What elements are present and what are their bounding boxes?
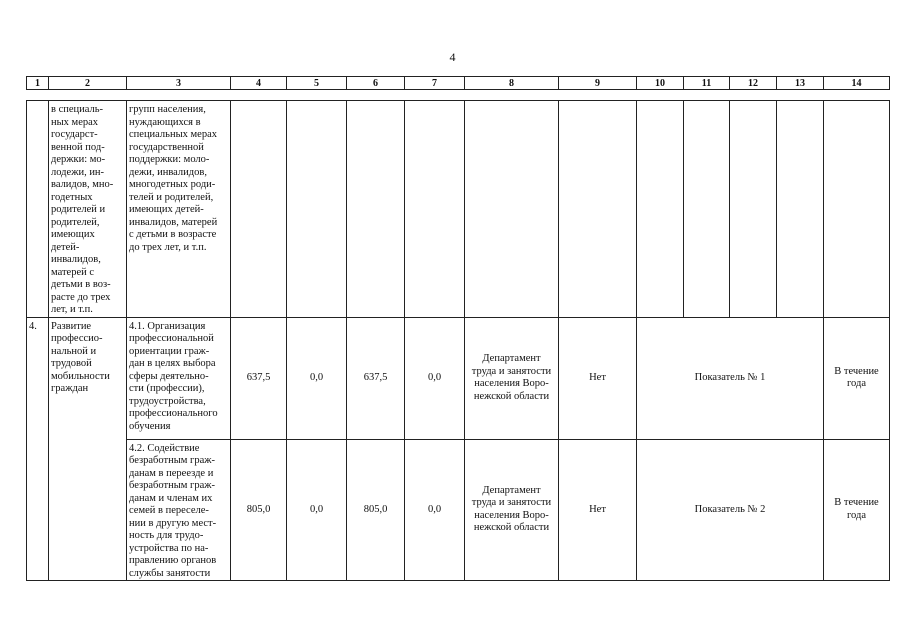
header-cell: 4 [231, 77, 287, 90]
cell-empty [287, 101, 347, 318]
cell-value: 0,0 [405, 317, 465, 439]
header-cell: 1 [27, 77, 49, 90]
cell-item-number: 4. [27, 317, 49, 581]
cell-value: 637,5 [231, 317, 287, 439]
cell-empty [465, 101, 559, 318]
table-row-4-2 [27, 439, 890, 581]
header-cell: 7 [405, 77, 465, 90]
cell-empty [27, 101, 49, 318]
cell-text: В течение года [834, 365, 879, 389]
program-measures-table [26, 100, 890, 581]
cell-empty [824, 101, 890, 318]
table-row-continuation [27, 101, 890, 318]
cell-empty [347, 101, 405, 318]
cell-text: 4.1. Организация профессиональной ориентации граж- дан в целях выбора сферы деятельно- сти (профессии), трудоустройства, профессионального обучения [129, 320, 218, 432]
header-cell: 12 [730, 77, 777, 90]
header-cell: 6 [347, 77, 405, 90]
cell-text: Развитие профессио- нальной и трудовой мобильности граждан [51, 320, 110, 394]
column-number-header [26, 76, 890, 90]
cell-text: в специаль- ных мерах государст- венной под- держки: мо- лодежи, ин- валидов, мно- годетных родителей и родителей, имеющих детей- инвалидов, матерей с детьми в воз- расте до трех лет, и т.п. [51, 104, 114, 315]
cell-executor [465, 317, 559, 439]
header-cell: 5 [287, 77, 347, 90]
header-cell: 11 [684, 77, 730, 90]
cell-target-groups-detail [127, 101, 231, 318]
cell-value: 0,0 [287, 317, 347, 439]
header-cell: 13 [777, 77, 824, 90]
header-cell: 8 [465, 77, 559, 90]
header-cell: 9 [559, 77, 637, 90]
cell-value: 0,0 [287, 439, 347, 581]
cell-text: Департамент труда и занятости населения Воро- нежской области [471, 484, 552, 534]
header-cell: 10 [637, 77, 684, 90]
cell-text: Департамент труда и занятости населения Воро- нежской области [471, 353, 552, 402]
cell-empty [231, 101, 287, 318]
cell-value: Нет [559, 317, 637, 439]
cell-measure-4-1 [127, 317, 231, 439]
cell-empty [777, 101, 824, 318]
header-cell: 3 [127, 77, 231, 90]
cell-indicator: Показатель № 2 [637, 439, 824, 581]
cell-empty [684, 101, 730, 318]
cell-deadline [824, 439, 890, 581]
header-cell: 2 [49, 77, 127, 90]
cell-text: В течение года [834, 497, 879, 521]
header-cell: 14 [824, 77, 890, 90]
cell-empty [405, 101, 465, 318]
header-row [27, 77, 890, 90]
cell-executor [465, 439, 559, 581]
cell-empty [559, 101, 637, 318]
cell-empty [637, 101, 684, 318]
cell-measure-4-2 [127, 439, 231, 581]
cell-value: 637,5 [347, 317, 405, 439]
cell-text: 4.2. Содействие безработным граж- данам в переезде и безработным граж- данам и членам их семей в переселе- нии в другую мест- ность для трудо- устройства по на- правлению органов службы занятости [129, 442, 217, 579]
cell-value: Нет [559, 439, 637, 581]
cell-target-groups [49, 101, 127, 318]
cell-indicator: Показатель № 1 [637, 317, 824, 439]
cell-empty [730, 101, 777, 318]
cell-value: 805,0 [231, 439, 287, 581]
cell-item-title [49, 317, 127, 581]
cell-text: групп населения, нуждающихся в специальных мерах государственной поддержки: моло- дежи, инвалидов, многодетных роди- телей и родителей, имеющих детей- инвалидов, матерей с детьми в возрасте до трех лет, и т.п. [129, 104, 218, 253]
page-number: 4 [449, 50, 456, 64]
table-row-4-1 [27, 317, 890, 439]
cell-value: 805,0 [347, 439, 405, 581]
cell-deadline [824, 317, 890, 439]
cell-value: 0,0 [405, 439, 465, 581]
